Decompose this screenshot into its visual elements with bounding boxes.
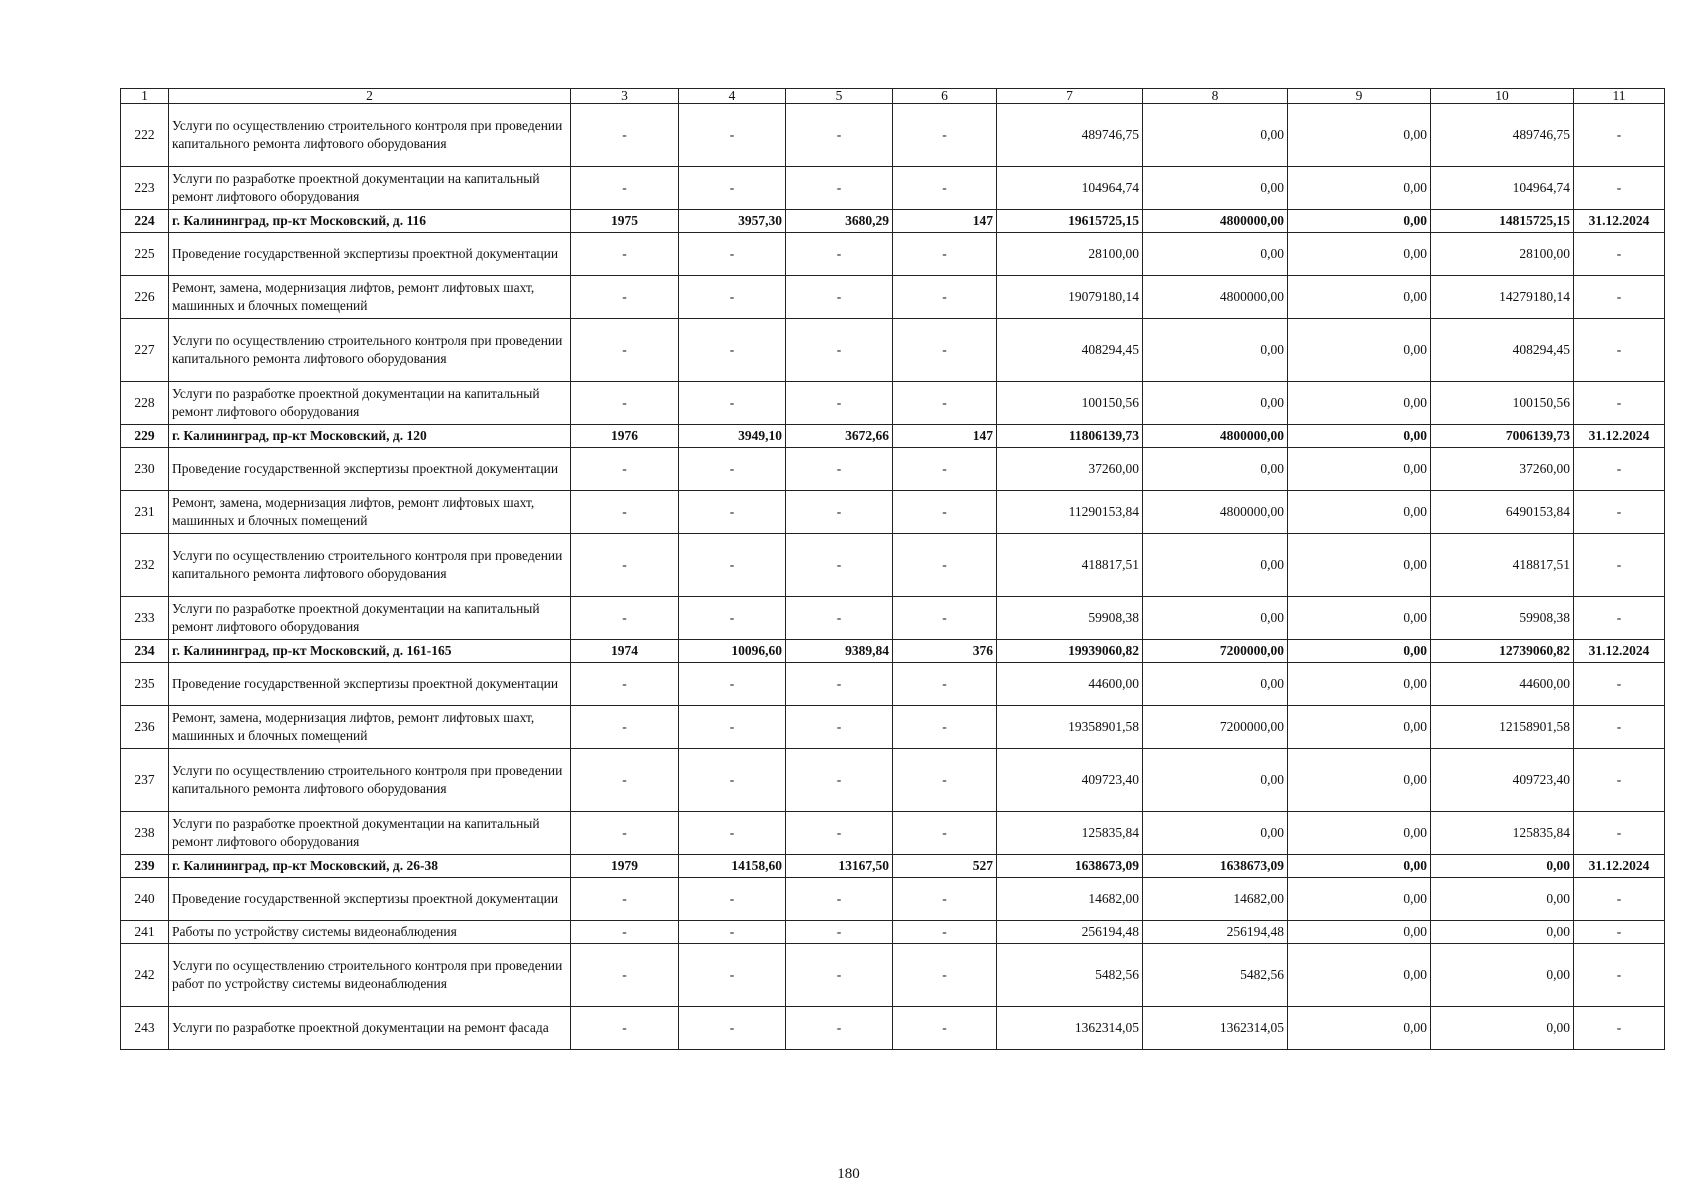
row-number: 243 (121, 1007, 169, 1050)
row-description: Услуги по осуществлению строительного контроля при проведении капитального ремонта лифтового оборудования (169, 104, 571, 167)
row-description: Услуги по осуществлению строительного контроля при проведении работ по устройству системы видеонаблюдения (169, 944, 571, 1007)
cost-owners: 7006139,73 (1431, 425, 1574, 448)
living-area: - (786, 382, 893, 425)
table-row (121, 749, 1665, 812)
total-area: 14158,60 (679, 855, 786, 878)
cost-fund: 0,00 (1143, 319, 1288, 382)
total-area: - (679, 597, 786, 640)
total-area: - (679, 534, 786, 597)
column-header: 10 (1431, 89, 1574, 104)
total-area: - (679, 276, 786, 319)
cost-owners: 14815725,15 (1431, 210, 1574, 233)
total-area: - (679, 706, 786, 749)
year-built: - (571, 491, 679, 534)
row-number: 222 (121, 104, 169, 167)
table-body (121, 89, 1665, 1050)
cost-fund: 0,00 (1143, 534, 1288, 597)
cost-owners: 6490153,84 (1431, 491, 1574, 534)
cost-fund: 0,00 (1143, 448, 1288, 491)
residents-count: - (893, 878, 997, 921)
row-number: 234 (121, 640, 169, 663)
total-cost: 11806139,73 (997, 425, 1143, 448)
table-row (121, 597, 1665, 640)
address-row (121, 210, 1665, 233)
year-built: - (571, 921, 679, 944)
residents-count: 147 (893, 210, 997, 233)
completion-date: - (1574, 448, 1665, 491)
completion-date: - (1574, 382, 1665, 425)
living-area: - (786, 167, 893, 210)
cost-budget: 0,00 (1288, 425, 1431, 448)
column-header: 4 (679, 89, 786, 104)
total-area: - (679, 167, 786, 210)
row-description: Проведение государственной экспертизы проектной документации (169, 448, 571, 491)
residents-count: - (893, 597, 997, 640)
residents-count: - (893, 448, 997, 491)
cost-fund: 0,00 (1143, 597, 1288, 640)
year-built: 1974 (571, 640, 679, 663)
cost-fund: 14682,00 (1143, 878, 1288, 921)
year-built: - (571, 534, 679, 597)
column-header: 6 (893, 89, 997, 104)
row-description: г. Калининград, пр-кт Московский, д. 120 (169, 425, 571, 448)
table-row (121, 167, 1665, 210)
table-row (121, 448, 1665, 491)
row-number: 229 (121, 425, 169, 448)
column-header: 2 (169, 89, 571, 104)
cost-fund: 1638673,09 (1143, 855, 1288, 878)
row-description: Проведение государственной экспертизы проектной документации (169, 878, 571, 921)
completion-date: - (1574, 233, 1665, 276)
row-number: 241 (121, 921, 169, 944)
cost-owners: 409723,40 (1431, 749, 1574, 812)
total-area: - (679, 921, 786, 944)
row-description: Ремонт, замена, модернизация лифтов, ремонт лифтовых шахт, машинных и блочных помещений (169, 276, 571, 319)
cost-fund: 5482,56 (1143, 944, 1288, 1007)
cost-owners: 0,00 (1431, 1007, 1574, 1050)
year-built: 1979 (571, 855, 679, 878)
total-area: - (679, 448, 786, 491)
living-area: - (786, 319, 893, 382)
cost-fund: 0,00 (1143, 749, 1288, 812)
year-built: - (571, 749, 679, 812)
completion-date: - (1574, 276, 1665, 319)
year-built: - (571, 276, 679, 319)
residents-count: - (893, 491, 997, 534)
residents-count: - (893, 812, 997, 855)
residents-count: - (893, 921, 997, 944)
row-number: 231 (121, 491, 169, 534)
cost-fund: 4800000,00 (1143, 491, 1288, 534)
total-area: - (679, 812, 786, 855)
total-area: 10096,60 (679, 640, 786, 663)
total-cost: 125835,84 (997, 812, 1143, 855)
living-area: 13167,50 (786, 855, 893, 878)
column-header: 1 (121, 89, 169, 104)
total-cost: 59908,38 (997, 597, 1143, 640)
total-area: - (679, 104, 786, 167)
table-row (121, 319, 1665, 382)
table-row (121, 812, 1665, 855)
cost-owners: 100150,56 (1431, 382, 1574, 425)
table-row (121, 706, 1665, 749)
living-area: 9389,84 (786, 640, 893, 663)
row-description: Проведение государственной экспертизы проектной документации (169, 663, 571, 706)
total-area: - (679, 491, 786, 534)
residents-count: - (893, 382, 997, 425)
total-area: - (679, 749, 786, 812)
completion-date: - (1574, 706, 1665, 749)
cost-owners: 28100,00 (1431, 233, 1574, 276)
row-description: Ремонт, замена, модернизация лифтов, ремонт лифтовых шахт, машинных и блочных помещений (169, 706, 571, 749)
table-row (121, 491, 1665, 534)
cost-budget: 0,00 (1288, 233, 1431, 276)
cost-budget: 0,00 (1288, 104, 1431, 167)
cost-fund: 4800000,00 (1143, 210, 1288, 233)
residents-count: - (893, 276, 997, 319)
table-row (121, 1007, 1665, 1050)
cost-owners: 0,00 (1431, 944, 1574, 1007)
completion-date: 31.12.2024 (1574, 855, 1665, 878)
year-built: - (571, 878, 679, 921)
completion-date: 31.12.2024 (1574, 210, 1665, 233)
year-built: 1976 (571, 425, 679, 448)
residents-count: - (893, 1007, 997, 1050)
cost-fund: 0,00 (1143, 663, 1288, 706)
row-description: Услуги по осуществлению строительного контроля при проведении капитального ремонта лифтового оборудования (169, 749, 571, 812)
total-cost: 100150,56 (997, 382, 1143, 425)
cost-budget: 0,00 (1288, 491, 1431, 534)
column-header: 8 (1143, 89, 1288, 104)
total-cost: 19615725,15 (997, 210, 1143, 233)
cost-budget: 0,00 (1288, 597, 1431, 640)
document-sheet (120, 88, 1664, 1050)
living-area: - (786, 597, 893, 640)
table-row (121, 534, 1665, 597)
cost-fund: 256194,48 (1143, 921, 1288, 944)
cost-owners: 12739060,82 (1431, 640, 1574, 663)
table-row (121, 382, 1665, 425)
completion-date: 31.12.2024 (1574, 425, 1665, 448)
column-number-row (121, 89, 1665, 104)
table-row (121, 233, 1665, 276)
cost-owners: 104964,74 (1431, 167, 1574, 210)
row-number: 235 (121, 663, 169, 706)
address-row (121, 855, 1665, 878)
row-number: 226 (121, 276, 169, 319)
total-cost: 19358901,58 (997, 706, 1143, 749)
row-description: Проведение государственной экспертизы проектной документации (169, 233, 571, 276)
row-number: 233 (121, 597, 169, 640)
residents-count: - (893, 233, 997, 276)
year-built: - (571, 104, 679, 167)
column-header: 11 (1574, 89, 1665, 104)
cost-fund: 7200000,00 (1143, 640, 1288, 663)
total-cost: 1362314,05 (997, 1007, 1143, 1050)
total-area: - (679, 944, 786, 1007)
cost-owners: 489746,75 (1431, 104, 1574, 167)
residents-count: - (893, 167, 997, 210)
table-row (121, 878, 1665, 921)
total-area: 3949,10 (679, 425, 786, 448)
living-area: - (786, 878, 893, 921)
living-area: 3680,29 (786, 210, 893, 233)
completion-date: 31.12.2024 (1574, 640, 1665, 663)
residents-count: 376 (893, 640, 997, 663)
residents-count: - (893, 749, 997, 812)
row-description: г. Калининград, пр-кт Московский, д. 161-165 (169, 640, 571, 663)
year-built: - (571, 706, 679, 749)
table-row (121, 276, 1665, 319)
total-cost: 489746,75 (997, 104, 1143, 167)
cost-budget: 0,00 (1288, 944, 1431, 1007)
cost-owners: 418817,51 (1431, 534, 1574, 597)
total-area: - (679, 663, 786, 706)
cost-owners: 0,00 (1431, 855, 1574, 878)
total-cost: 28100,00 (997, 233, 1143, 276)
cost-budget: 0,00 (1288, 382, 1431, 425)
total-cost: 44600,00 (997, 663, 1143, 706)
residents-count: - (893, 944, 997, 1007)
living-area: - (786, 448, 893, 491)
total-area: - (679, 319, 786, 382)
row-number: 232 (121, 534, 169, 597)
living-area: - (786, 663, 893, 706)
table-row (121, 104, 1665, 167)
table-row (121, 944, 1665, 1007)
completion-date: - (1574, 597, 1665, 640)
living-area: - (786, 749, 893, 812)
cost-budget: 0,00 (1288, 319, 1431, 382)
row-description: г. Калининград, пр-кт Московский, д. 26-38 (169, 855, 571, 878)
completion-date: - (1574, 749, 1665, 812)
year-built: - (571, 597, 679, 640)
living-area: - (786, 812, 893, 855)
cost-budget: 0,00 (1288, 210, 1431, 233)
completion-date: - (1574, 104, 1665, 167)
row-description: Услуги по разработке проектной документации на капитальный ремонт лифтового оборудования (169, 597, 571, 640)
row-number: 239 (121, 855, 169, 878)
year-built: - (571, 944, 679, 1007)
cost-fund: 4800000,00 (1143, 276, 1288, 319)
year-built: - (571, 812, 679, 855)
column-header: 9 (1288, 89, 1431, 104)
row-number: 237 (121, 749, 169, 812)
year-built: - (571, 382, 679, 425)
cost-fund: 0,00 (1143, 104, 1288, 167)
total-cost: 104964,74 (997, 167, 1143, 210)
total-cost: 5482,56 (997, 944, 1143, 1007)
cost-budget: 0,00 (1288, 534, 1431, 597)
year-built: - (571, 319, 679, 382)
cost-owners: 408294,45 (1431, 319, 1574, 382)
cost-owners: 0,00 (1431, 878, 1574, 921)
cost-owners: 37260,00 (1431, 448, 1574, 491)
year-built: - (571, 167, 679, 210)
cost-budget: 0,00 (1288, 167, 1431, 210)
cost-fund: 0,00 (1143, 233, 1288, 276)
total-cost: 19079180,14 (997, 276, 1143, 319)
capital-repair-table (120, 88, 1665, 1050)
total-cost: 418817,51 (997, 534, 1143, 597)
total-area: - (679, 878, 786, 921)
cost-budget: 0,00 (1288, 921, 1431, 944)
living-area: - (786, 706, 893, 749)
cost-budget: 0,00 (1288, 855, 1431, 878)
living-area: - (786, 944, 893, 1007)
row-number: 240 (121, 878, 169, 921)
column-header: 3 (571, 89, 679, 104)
row-description: г. Калининград, пр-кт Московский, д. 116 (169, 210, 571, 233)
living-area: - (786, 104, 893, 167)
row-description: Услуги по осуществлению строительного контроля при проведении капитального ремонта лифтового оборудования (169, 534, 571, 597)
total-area: - (679, 233, 786, 276)
living-area: - (786, 921, 893, 944)
year-built: - (571, 1007, 679, 1050)
year-built: - (571, 233, 679, 276)
completion-date: - (1574, 491, 1665, 534)
cost-fund: 0,00 (1143, 167, 1288, 210)
total-cost: 11290153,84 (997, 491, 1143, 534)
total-area: - (679, 1007, 786, 1050)
cost-owners: 125835,84 (1431, 812, 1574, 855)
total-area: - (679, 382, 786, 425)
year-built: 1975 (571, 210, 679, 233)
page-number: 180 (837, 1166, 860, 1182)
living-area: - (786, 233, 893, 276)
cost-budget: 0,00 (1288, 706, 1431, 749)
completion-date: - (1574, 878, 1665, 921)
living-area: - (786, 491, 893, 534)
completion-date: - (1574, 812, 1665, 855)
row-number: 236 (121, 706, 169, 749)
cost-owners: 0,00 (1431, 921, 1574, 944)
total-cost: 37260,00 (997, 448, 1143, 491)
total-cost: 19939060,82 (997, 640, 1143, 663)
total-cost: 256194,48 (997, 921, 1143, 944)
year-built: - (571, 663, 679, 706)
column-header: 5 (786, 89, 893, 104)
row-number: 228 (121, 382, 169, 425)
row-number: 230 (121, 448, 169, 491)
cost-owners: 44600,00 (1431, 663, 1574, 706)
completion-date: - (1574, 1007, 1665, 1050)
cost-budget: 0,00 (1288, 1007, 1431, 1050)
cost-budget: 0,00 (1288, 276, 1431, 319)
cost-owners: 12158901,58 (1431, 706, 1574, 749)
cost-budget: 0,00 (1288, 749, 1431, 812)
row-number: 238 (121, 812, 169, 855)
cost-fund: 0,00 (1143, 382, 1288, 425)
completion-date: - (1574, 944, 1665, 1007)
completion-date: - (1574, 663, 1665, 706)
cost-budget: 0,00 (1288, 812, 1431, 855)
total-area: 3957,30 (679, 210, 786, 233)
residents-count: - (893, 663, 997, 706)
residents-count: 147 (893, 425, 997, 448)
cost-owners: 59908,38 (1431, 597, 1574, 640)
residents-count: - (893, 534, 997, 597)
living-area: - (786, 276, 893, 319)
row-number: 225 (121, 233, 169, 276)
year-built: - (571, 448, 679, 491)
row-description: Услуги по разработке проектной документации на ремонт фасада (169, 1007, 571, 1050)
total-cost: 14682,00 (997, 878, 1143, 921)
residents-count: 527 (893, 855, 997, 878)
address-row (121, 640, 1665, 663)
column-header: 7 (997, 89, 1143, 104)
residents-count: - (893, 104, 997, 167)
row-number: 242 (121, 944, 169, 1007)
living-area: - (786, 534, 893, 597)
cost-fund: 7200000,00 (1143, 706, 1288, 749)
completion-date: - (1574, 921, 1665, 944)
completion-date: - (1574, 534, 1665, 597)
row-description: Услуги по осуществлению строительного контроля при проведении капитального ремонта лифтового оборудования (169, 319, 571, 382)
row-description: Работы по устройству системы видеонаблюдения (169, 921, 571, 944)
cost-fund: 4800000,00 (1143, 425, 1288, 448)
table-row (121, 921, 1665, 944)
cost-budget: 0,00 (1288, 640, 1431, 663)
cost-budget: 0,00 (1288, 663, 1431, 706)
row-description: Услуги по разработке проектной документации на капитальный ремонт лифтового оборудования (169, 812, 571, 855)
row-description: Ремонт, замена, модернизация лифтов, ремонт лифтовых шахт, машинных и блочных помещений (169, 491, 571, 534)
cost-owners: 14279180,14 (1431, 276, 1574, 319)
row-number: 227 (121, 319, 169, 382)
living-area: 3672,66 (786, 425, 893, 448)
residents-count: - (893, 706, 997, 749)
cost-fund: 1362314,05 (1143, 1007, 1288, 1050)
total-cost: 1638673,09 (997, 855, 1143, 878)
row-description: Услуги по разработке проектной документации на капитальный ремонт лифтового оборудования (169, 167, 571, 210)
residents-count: - (893, 319, 997, 382)
cost-budget: 0,00 (1288, 448, 1431, 491)
row-number: 224 (121, 210, 169, 233)
cost-budget: 0,00 (1288, 878, 1431, 921)
living-area: - (786, 1007, 893, 1050)
completion-date: - (1574, 319, 1665, 382)
row-description: Услуги по разработке проектной документации на капитальный ремонт лифтового оборудования (169, 382, 571, 425)
table-row (121, 663, 1665, 706)
completion-date: - (1574, 167, 1665, 210)
total-cost: 408294,45 (997, 319, 1143, 382)
cost-fund: 0,00 (1143, 812, 1288, 855)
address-row (121, 425, 1665, 448)
row-number: 223 (121, 167, 169, 210)
total-cost: 409723,40 (997, 749, 1143, 812)
